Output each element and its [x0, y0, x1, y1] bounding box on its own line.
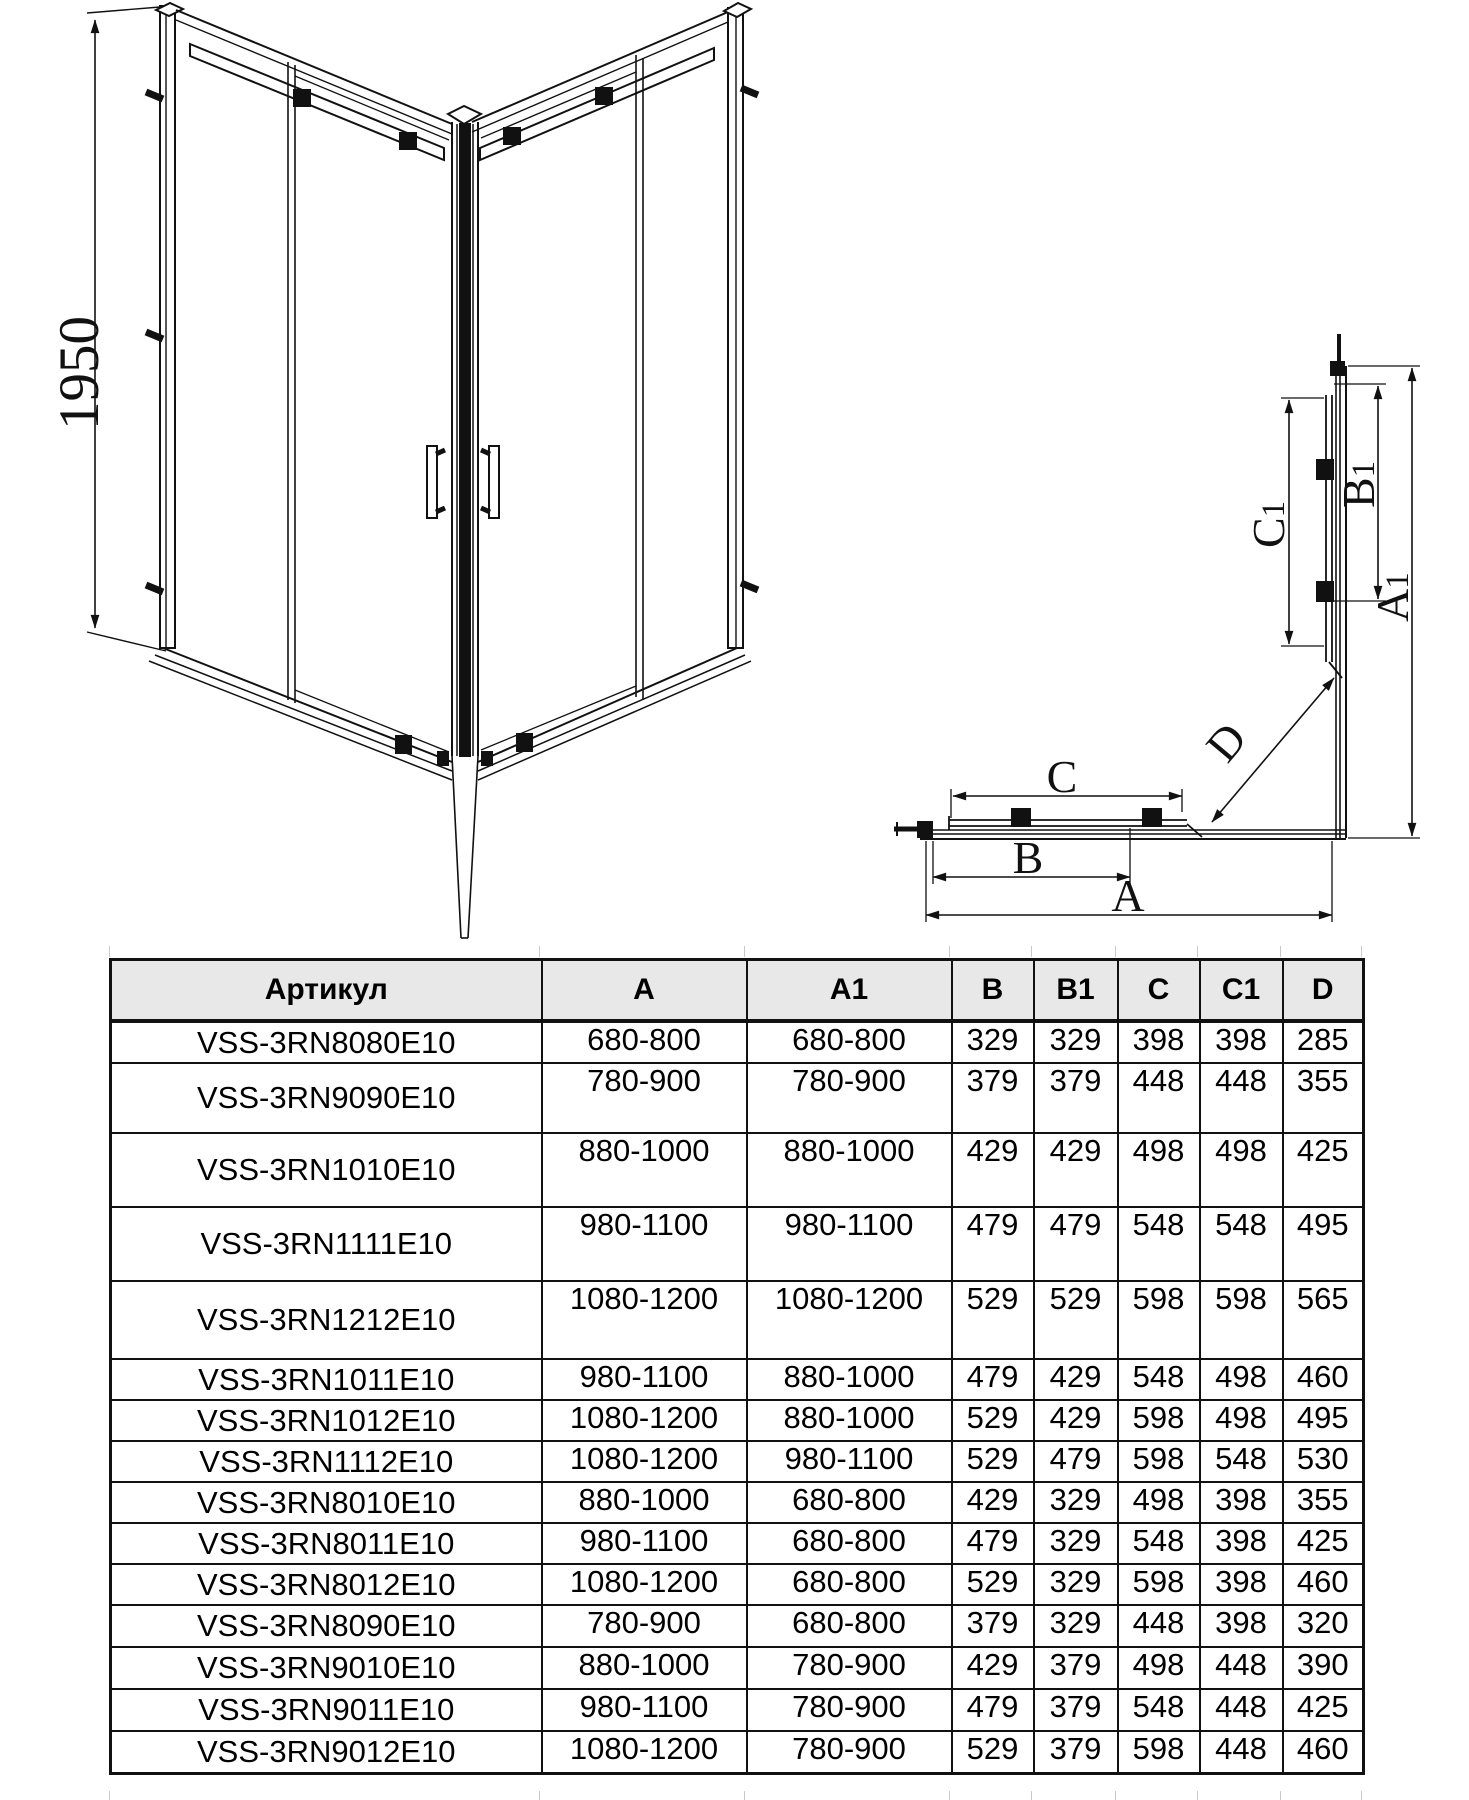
article-cell: VSS-3RN1111E10: [111, 1207, 542, 1281]
value-cell: 680-800: [747, 1021, 952, 1063]
plan-bottom-wall: [894, 822, 1346, 839]
value-cell: 379: [1034, 1731, 1118, 1773]
column-header-b1: B1: [1034, 960, 1118, 1022]
value-cell: 479: [952, 1359, 1034, 1400]
value-cell: 448: [1118, 1063, 1200, 1133]
value-cell: 529: [952, 1281, 1034, 1359]
plan-view: [894, 334, 1420, 922]
table-row: [111, 1647, 1364, 1689]
value-cell: 598: [1118, 1281, 1200, 1359]
article-cell: VSS-3RN1012E10: [111, 1400, 542, 1441]
value-cell: 980-1100: [542, 1207, 747, 1281]
value-cell: 498: [1118, 1133, 1200, 1207]
value-cell: 398: [1200, 1605, 1283, 1647]
value-cell: 880-1000: [542, 1482, 747, 1523]
value-cell: 379: [1034, 1689, 1118, 1731]
value-cell: 780-900: [747, 1063, 952, 1133]
value-cell: 329: [1034, 1523, 1118, 1564]
value-cell: 448: [1200, 1647, 1283, 1689]
column-stub-line: [745, 1791, 950, 1800]
value-cell: 390: [1283, 1647, 1364, 1689]
value-cell: 398: [1200, 1523, 1283, 1564]
iso-right-fixed-panel: [481, 55, 643, 750]
value-cell: 379: [1034, 1647, 1118, 1689]
value-cell: 880-1000: [747, 1359, 952, 1400]
column-header-a: A: [542, 960, 747, 1022]
value-cell: 1080-1200: [542, 1400, 747, 1441]
article-cell: VSS-3RN9090E10: [111, 1063, 542, 1133]
value-cell: 479: [1034, 1441, 1118, 1482]
value-cell: 495: [1283, 1207, 1364, 1281]
value-cell: 598: [1200, 1281, 1283, 1359]
value-cell: 680-800: [747, 1482, 952, 1523]
value-cell: 548: [1118, 1689, 1200, 1731]
value-cell: 425: [1283, 1689, 1364, 1731]
column-stub-line: [1198, 1791, 1281, 1800]
value-cell: 329: [952, 1021, 1034, 1063]
column-stub-line: [540, 1791, 745, 1800]
value-cell: 379: [952, 1063, 1034, 1133]
table-row: [111, 1207, 1364, 1281]
plan-label-b1: B1: [1333, 460, 1384, 508]
column-header-d: D: [1283, 960, 1364, 1022]
column-header-a1: A1: [747, 960, 952, 1022]
plan-bottom-door: [949, 809, 1202, 837]
iso-left-top-rail: [176, 10, 452, 160]
value-cell: 680-800: [747, 1605, 952, 1647]
column-header-b: B: [952, 960, 1034, 1022]
table-row: [111, 1400, 1364, 1441]
iso-left-post: [146, 3, 183, 648]
value-cell: 479: [952, 1207, 1034, 1281]
value-cell: 529: [952, 1441, 1034, 1482]
value-cell: 329: [1034, 1482, 1118, 1523]
article-cell: VSS-3RN1212E10: [111, 1281, 542, 1359]
value-cell: 780-900: [542, 1063, 747, 1133]
article-cell: VSS-3RN8090E10: [111, 1605, 542, 1647]
iso-right-top-rail: [472, 12, 728, 160]
article-cell: VSS-3RN9012E10: [111, 1731, 542, 1773]
value-cell: 355: [1283, 1482, 1364, 1523]
article-cell: VSS-3RN8012E10: [111, 1564, 542, 1605]
column-stub-line: [109, 946, 540, 957]
value-cell: 498: [1118, 1647, 1200, 1689]
value-cell: 498: [1200, 1400, 1283, 1441]
value-cell: 329: [1034, 1605, 1118, 1647]
column-stub-line: [950, 946, 1032, 957]
column-stub-line: [1198, 946, 1281, 957]
value-cell: 680-800: [747, 1523, 952, 1564]
value-cell: 598: [1118, 1441, 1200, 1482]
plan-label-b: B: [1012, 832, 1044, 883]
value-cell: 980-1100: [542, 1689, 747, 1731]
plan-label-a1: A1: [1367, 572, 1418, 622]
value-cell: 548: [1118, 1359, 1200, 1400]
value-cell: 980-1100: [542, 1359, 747, 1400]
value-cell: 780-900: [747, 1647, 952, 1689]
column-stub-line: [745, 946, 950, 957]
value-cell: 548: [1118, 1523, 1200, 1564]
table-row: [111, 1359, 1364, 1400]
table-row: [111, 1605, 1364, 1647]
value-cell: 548: [1200, 1441, 1283, 1482]
table-row: [111, 1063, 1364, 1133]
value-cell: 880-1000: [747, 1400, 952, 1441]
table-row: [111, 1564, 1364, 1605]
table-row: [111, 1523, 1364, 1564]
plan-label-a: A: [1111, 870, 1145, 921]
column-stub-line: [1281, 1791, 1362, 1800]
article-cell: VSS-3RN9010E10: [111, 1647, 542, 1689]
table-row: [111, 1021, 1364, 1063]
iso-right-post: [724, 3, 758, 648]
value-cell: 498: [1200, 1133, 1283, 1207]
value-cell: 880-1000: [542, 1647, 747, 1689]
value-cell: 1080-1200: [747, 1281, 952, 1359]
iso-center-post: [448, 106, 481, 938]
table-row: [111, 1281, 1364, 1359]
value-cell: 980-1100: [542, 1523, 747, 1564]
table-row: [111, 1689, 1364, 1731]
value-cell: 598: [1118, 1731, 1200, 1773]
article-cell: VSS-3RN1011E10: [111, 1359, 542, 1400]
value-cell: 448: [1118, 1605, 1200, 1647]
value-cell: 429: [1034, 1133, 1118, 1207]
value-cell: 329: [1034, 1021, 1118, 1063]
plan-right-door: [1317, 395, 1342, 678]
value-cell: 329: [1034, 1564, 1118, 1605]
article-cell: VSS-3RN1010E10: [111, 1133, 542, 1207]
value-cell: 598: [1118, 1400, 1200, 1441]
table-bottom-column-stubs: [109, 1791, 1362, 1800]
column-stub-line: [1116, 1791, 1198, 1800]
value-cell: 980-1100: [747, 1441, 952, 1482]
table-row: [111, 1133, 1364, 1207]
value-cell: 1080-1200: [542, 1281, 747, 1359]
column-stub-line: [540, 946, 745, 957]
iso-bottom-rails: [149, 648, 751, 780]
spec-table-body: [111, 1021, 1364, 1773]
value-cell: 285: [1283, 1021, 1364, 1063]
value-cell: 479: [952, 1689, 1034, 1731]
plan-label-c: C: [1046, 751, 1078, 802]
article-cell: VSS-3RN9011E10: [111, 1689, 542, 1731]
table-row: [111, 1731, 1364, 1773]
value-cell: 425: [1283, 1523, 1364, 1564]
value-cell: 529: [1034, 1281, 1118, 1359]
column-header-c: C: [1118, 960, 1200, 1022]
value-cell: 529: [952, 1564, 1034, 1605]
value-cell: 548: [1200, 1207, 1283, 1281]
column-stub-line: [950, 1791, 1032, 1800]
value-cell: 429: [952, 1482, 1034, 1523]
plan-label-d: D: [1195, 712, 1257, 772]
value-cell: 565: [1283, 1281, 1364, 1359]
column-stub-line: [1032, 1791, 1116, 1800]
spec-table: [109, 958, 1365, 1775]
value-cell: 355: [1283, 1063, 1364, 1133]
value-cell: 780-900: [747, 1689, 952, 1731]
value-cell: 460: [1283, 1359, 1364, 1400]
spec-table-head: [111, 960, 1364, 1022]
iso-view: [48, 3, 758, 938]
value-cell: 479: [952, 1523, 1034, 1564]
value-cell: 495: [1283, 1400, 1364, 1441]
column-stub-line: [1116, 946, 1198, 957]
value-cell: 880-1000: [542, 1133, 747, 1207]
value-cell: 448: [1200, 1063, 1283, 1133]
value-cell: 780-900: [747, 1731, 952, 1773]
value-cell: 448: [1200, 1689, 1283, 1731]
column-stub-line: [109, 1791, 540, 1800]
value-cell: 429: [1034, 1359, 1118, 1400]
value-cell: 680-800: [542, 1021, 747, 1063]
value-cell: 780-900: [542, 1605, 747, 1647]
iso-left-fixed-panel: [288, 62, 449, 752]
value-cell: 320: [1283, 1605, 1364, 1647]
value-cell: 460: [1283, 1731, 1364, 1773]
column-stub-line: [1281, 946, 1362, 957]
column-header-c1: C1: [1200, 960, 1283, 1022]
value-cell: 529: [952, 1400, 1034, 1441]
value-cell: 429: [1034, 1400, 1118, 1441]
article-cell: VSS-3RN1112E10: [111, 1441, 542, 1482]
iso-door-handle-left: [427, 446, 445, 518]
value-cell: 398: [1200, 1482, 1283, 1523]
plan-label-c1: C1: [1243, 500, 1294, 548]
value-cell: 680-800: [747, 1564, 952, 1605]
value-cell: 1080-1200: [542, 1731, 747, 1773]
value-cell: 479: [1034, 1207, 1118, 1281]
value-cell: 429: [952, 1133, 1034, 1207]
iso-height-label: 1950: [48, 316, 111, 430]
article-cell: VSS-3RN8011E10: [111, 1523, 542, 1564]
value-cell: 530: [1283, 1441, 1364, 1482]
value-cell: 498: [1118, 1482, 1200, 1523]
table-header-row: [111, 960, 1364, 1022]
value-cell: 598: [1118, 1564, 1200, 1605]
value-cell: 980-1100: [747, 1207, 952, 1281]
table-row: [111, 1482, 1364, 1523]
value-cell: 548: [1118, 1207, 1200, 1281]
value-cell: 379: [952, 1605, 1034, 1647]
iso-door-handle-right: [481, 446, 499, 518]
table-row: [111, 1441, 1364, 1482]
article-cell: VSS-3RN8080E10: [111, 1021, 542, 1063]
table-top-column-stubs: [109, 946, 1362, 957]
value-cell: 1080-1200: [542, 1564, 747, 1605]
value-cell: 880-1000: [747, 1133, 952, 1207]
value-cell: 498: [1200, 1359, 1283, 1400]
column-stub-line: [1032, 946, 1116, 957]
value-cell: 379: [1034, 1063, 1118, 1133]
value-cell: 429: [952, 1647, 1034, 1689]
value-cell: 398: [1118, 1021, 1200, 1063]
value-cell: 1080-1200: [542, 1441, 747, 1482]
value-cell: 529: [952, 1731, 1034, 1773]
value-cell: 460: [1283, 1564, 1364, 1605]
value-cell: 398: [1200, 1564, 1283, 1605]
column-header-article: Артикул: [111, 960, 542, 1022]
value-cell: 425: [1283, 1133, 1364, 1207]
value-cell: 448: [1200, 1731, 1283, 1773]
article-cell: VSS-3RN8010E10: [111, 1482, 542, 1523]
value-cell: 398: [1200, 1021, 1283, 1063]
